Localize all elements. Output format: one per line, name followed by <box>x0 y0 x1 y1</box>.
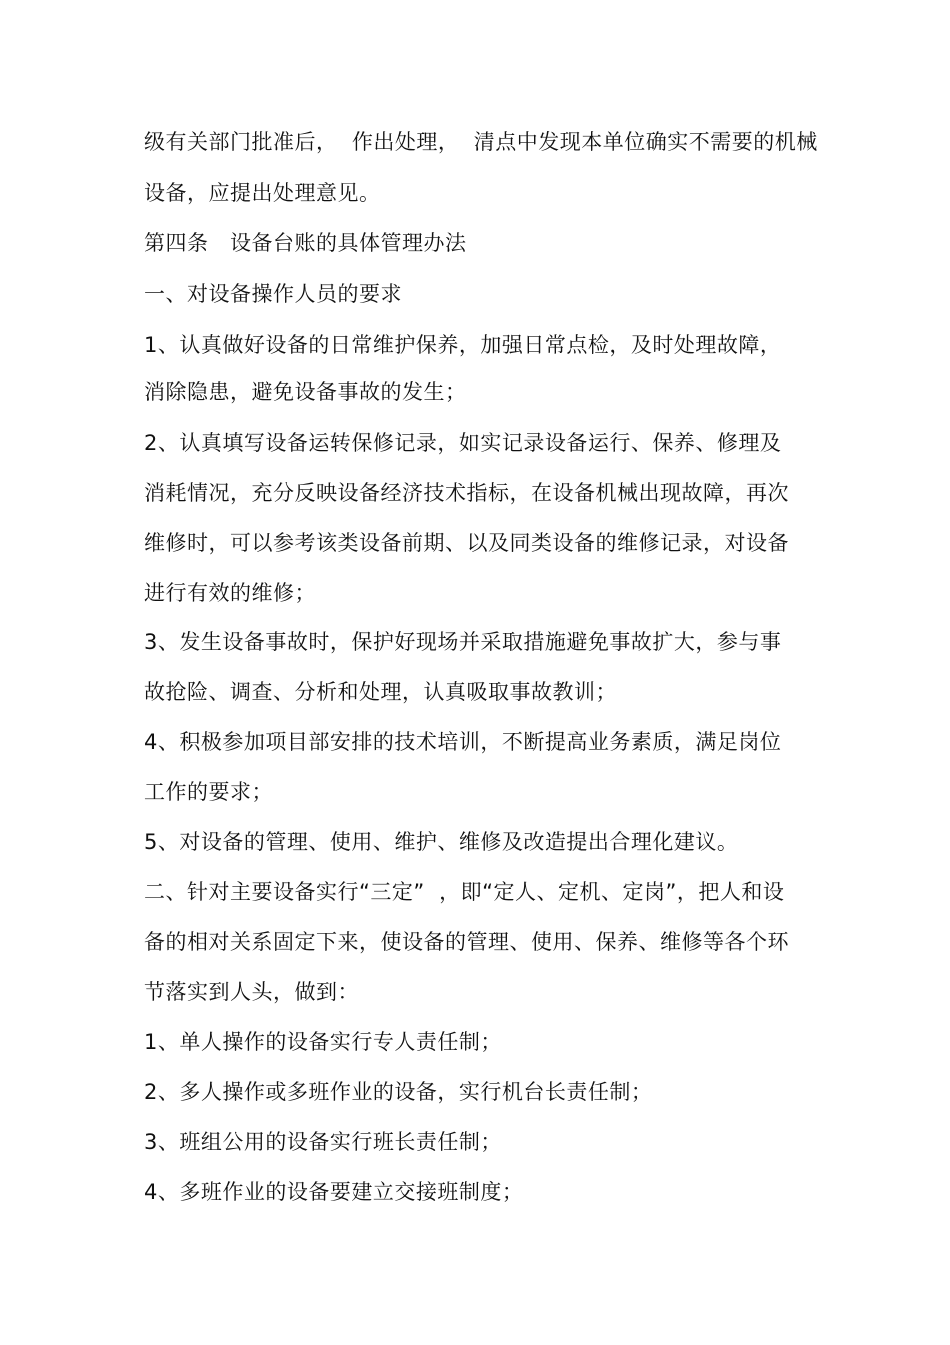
text-line: 消除隐患，避免设备事故的发生； <box>144 380 467 404</box>
text-line: 4、多班作业的设备要建立交接班制度； <box>144 1180 524 1204</box>
text-line: 工作的要求； <box>144 780 273 804</box>
text-line: 2、认真填写设备运转保修记录，如实记录设备运行、保养、修理及 <box>144 431 782 455</box>
text-line: 节落实到人头，做到： <box>144 980 359 1004</box>
text-line: 3、班组公用的设备实行班长责任制； <box>144 1130 502 1154</box>
text-line: 备的相对关系固定下来，使设备的管理、使用、保养、维修等各个环 <box>144 930 789 954</box>
text-line: 级有关部门批准后， 作出处理， 清点中发现本单位确实不需要的机械 <box>144 130 818 154</box>
text-line: 3、发生设备事故时，保护好现场并采取措施避免事故扩大，参与事 <box>144 630 782 654</box>
text-line: 5、对设备的管理、使用、维护、维修及改造提出合理化建议。 <box>144 830 739 854</box>
subsection-heading: 二、针对主要设备实行“三定” ，即“定人、定机、定岗”，把人和设 <box>144 880 785 904</box>
text-line: 1、单人操作的设备实行专人责任制； <box>144 1030 502 1054</box>
text-line: 2、多人操作或多班作业的设备，实行机台长责任制； <box>144 1080 653 1104</box>
text-line: 1、认真做好设备的日常维护保养，加强日常点检，及时处理故障， <box>144 333 782 357</box>
subsection-heading: 一、对设备操作人员的要求 <box>144 282 402 306</box>
text-line: 设备，应提出处理意见。 <box>144 181 381 205</box>
text-line: 4、积极参加项目部安排的技术培训，不断提高业务素质，满足岗位 <box>144 730 782 754</box>
text-line: 进行有效的维修； <box>144 581 316 605</box>
text-line: 维修时，可以参考该类设备前期、以及同类设备的维修记录，对设备 <box>144 531 789 555</box>
text-line: 消耗情况，充分反映设备经济技术指标，在设备机械出现故障，再次 <box>144 481 789 505</box>
section-heading: 第四条 设备台账的具体管理办法 <box>144 231 467 255</box>
text-line: 故抢险、调查、分析和处理，认真吸取事故教训； <box>144 680 617 704</box>
